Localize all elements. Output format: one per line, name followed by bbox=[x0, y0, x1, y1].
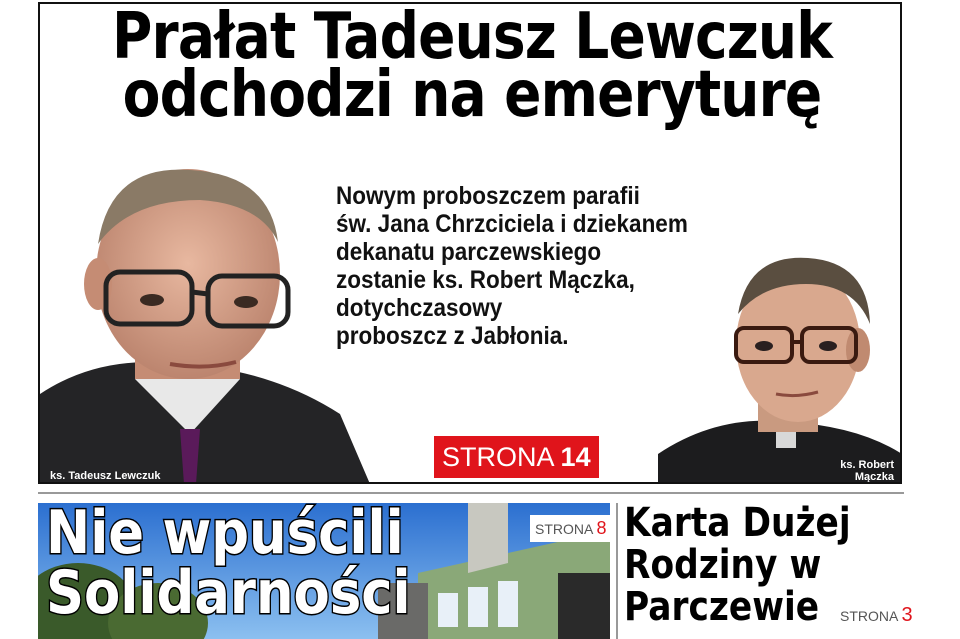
headline-line-2: odchodzi na emeryturę bbox=[122, 58, 822, 132]
headline-line-1: Karta Dużej bbox=[624, 500, 851, 546]
caption-right bbox=[840, 459, 894, 483]
story-karta-duzej-rodziny-headline bbox=[624, 502, 851, 628]
top-story-headline bbox=[100, 2, 843, 132]
headline-line-1: Prałat Tadeusz Lewczuk bbox=[112, 2, 832, 74]
vertical-divider bbox=[616, 503, 618, 639]
page-ref-number: 14 bbox=[560, 442, 591, 472]
page-ref-strona-3[interactable] bbox=[840, 604, 913, 627]
page-ref-label: STRONA bbox=[442, 442, 554, 472]
caption-left: ks. Tadeusz Lewczuk bbox=[50, 470, 161, 482]
story-nie-wpuscili bbox=[38, 503, 610, 639]
caption-right-line-2: Mączka bbox=[854, 471, 894, 483]
page-ref-label: STRONA bbox=[840, 608, 898, 624]
caption-right-line-1: ks. Robert bbox=[840, 459, 894, 471]
page-ref-label: STRONA bbox=[535, 521, 593, 537]
headline-line-2: Rodziny w bbox=[624, 542, 822, 588]
headline-line-3: Parczewie bbox=[624, 584, 820, 630]
page-ref-strona-14[interactable] bbox=[434, 436, 599, 478]
photo-tadeusz-lewczuk bbox=[40, 164, 370, 484]
page-ref-number: 3 bbox=[901, 604, 913, 626]
top-story bbox=[38, 2, 902, 484]
story-nie-wpuscili-headline: Nie wpuścili Solidarności bbox=[46, 503, 411, 628]
horizontal-divider bbox=[38, 492, 904, 494]
top-story-lead: Nowym proboszczem parafii św. Jana Chrzciciela i dziekanem dekanatu parczewskiego zostanie ks. Robert Mączka, dotychczasowy proboszcz z Jabłonia. bbox=[336, 182, 688, 350]
page-ref-number: 8 bbox=[596, 518, 607, 538]
page-ref-strona-8[interactable] bbox=[530, 515, 610, 542]
portrait-left-image bbox=[40, 164, 370, 484]
